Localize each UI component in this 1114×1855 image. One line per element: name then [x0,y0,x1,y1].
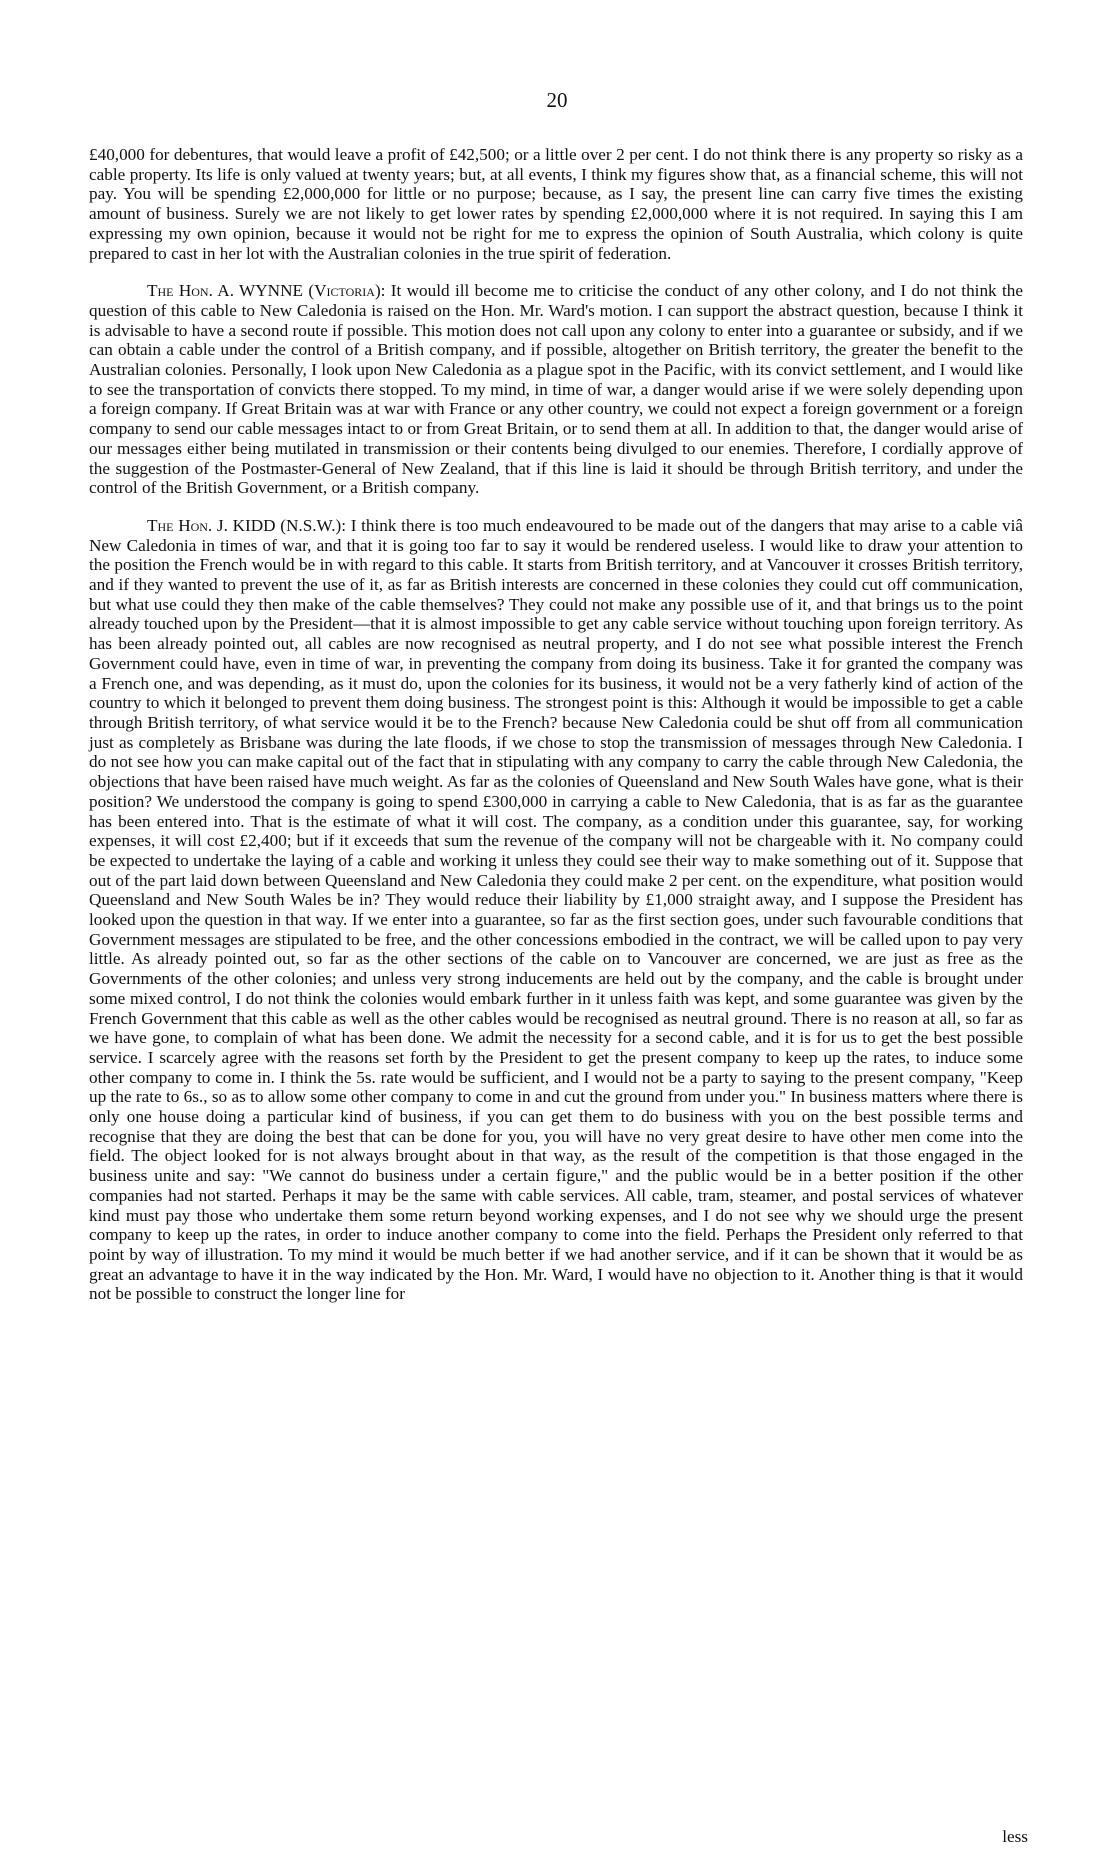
paragraph-text: £40,000 for debentures, that would leave a profit of £42,500; or a little over 2 per cent. I do not think there is any property so risky as a cable property. Its life is only valued at twenty years; but, at all events, I think my figures show that, as a financial scheme, this will not pay. You will be spending £2,000,000 for little or no purpose; because, as I say, the present line can carry five times the existing amount of business. Surely we are not likely to get lower rates by spending £2,000,000 where it is not required. In saying this I am expressing my own opinion, because it would not be right for me to express the opinion of South Australia, which colony is quite prepared to cast in her lot with the Australian colonies in the true spirit of federation. [89,145,1023,263]
speaker-kidd: The Hon. J. KIDD (N.S.W.): [147,515,346,535]
paragraph-text: I think there is too much endeavoured to be made out of the dangers that may arise to a cable viâ New Caledonia in times of war, and that it is going too far to say it would be rendered useless. I would like to draw your attention to the position the French would be in with regard to this cable. It starts from British territory, and at Vancouver it crosses British territory, and if they wanted to prevent the use of it, as far as British interests are concerned in these colonies they could cut off communication, but what use could they then make of the cable themselves? They could not make any possible use of it, and that brings us to the point already touched upon by the President—that it is almost impossible to get any cable service without touching upon foreign territory. As has been already pointed out, all cables are now recognised as neutral property, and I do not see what possible interest the French Government could have, even in time of war, in preventing the company from doing its business. Take it for granted the company was a French one, and was depending, as it must do, upon the colonies for its business, it would not be a very fatherly kind of action of the country to which it belonged to prevent them doing business. The strongest point is this: Although it would be impossible to get a cable through British territory, of what service would it be to the French? because New Caledonia could be shut off from all communication just as completely as Brisbane was during the late floods, if we chose to stop the transmission of messages through New Caledonia. I do not see how you can make capital out of the fact that in stipulating with any company to carry the cable through New Caledonia, the objections that have been raised have much weight. As far as the colonies of Queensland and New South Wales have gone, what is their position? We understood the company is going to spend £300,000 in carrying a cable to New Caledonia, that is as far as the guarantee has been entered into. That is the estimate of what it will cost. The company, as a condition under this guarantee, say, for working expenses, it will cost £2,400; but if it exceeds that sum the revenue of the company will not be chargeable with it. No company could be expected to undertake the laying of a cable and working it unless they could see their way to make something out of it. Suppose that out of the part laid down between Queensland and New Caledonia they could make 2 per cent. on the expenditure, what position would Queensland and New South Wales be in? They would reduce their liability by £1,000 straight away, and I suppose the President has looked upon the question in that way. If we enter into a guarantee, so far as the first section goes, under such favourable conditions that Government messages are stipulated to be free, and the other concessions embodied in the contract, we will be called upon to pay very little. As already pointed out, so far as the other sections of the cable on to Vancouver are concerned, we are just as free as the Governments of the other colonies; and unless very strong inducements are held out by the company, and the cable is brought under some mixed control, I do not think the colonies would embark further in it unless faith was kept, and some guarantee was given by the French Government that this cable as well as the other cables would be recognised as neutral ground. There is no reason at all, so far as we have gone, to complain of what has been done. We admit the necessity for a second cable, and it is for us to get the best possible service. I scarcely agree with the reasons set forth by the President to get the present company to keep up the rates, to induce some other company to come in. I think the 5s. rate would be sufficient, and I would not be a party to saying to the present company, "Keep up the rate to 6s., so as to allow some other company to come in and cut the ground from under you." In business matters where there is only one house doing a particular kind of business, if you can get them to do business with you on the best possible terms and recognise that they are doing the best that can be done for you, you will have no very great desire to have other men come into the field. The object looked for is not always brought about in that way, as the result of the competition is that those engaged in the business unite and say: "We cannot do business under a certain figure," and the public would be in a better position if the other companies had not started. Perhaps it may be the same with cable services. All cable, tram, steamer, and postal services of whatever kind must pay those who undertake them some return beyond working expenses, and I do not see why we should urge the present company to keep up the rates, in order to induce another company to come into the field. Perhaps the President only referred to that point by way of illustration. To my mind it would be much better if we had another service, and if it can be shown that it would be as great an advantage to have it in the way indicated by the Hon. Mr. Ward, I would have no objection to it. Another thing is that it would not be possible to construct the longer line for [89,515,1023,1304]
catchword: less [1002,1827,1028,1846]
paragraph-kidd [89,516,1023,1304]
paragraph-text: It would ill become me to criticise the conduct of any other colony, and I do not think the question of this cable to New Caledonia is raised on the Hon. Mr. Ward's motion. I can support the abstract question, because I think it is advisable to have a second route if possible. This motion does not call upon any colony to enter into a guarantee or subsidy, and if we can obtain a cable under the control of a British company, and if possible, altogether on British territory, the greater the benefit to the Australian colonies. Personally, I look upon New Caledonia as a plague spot in the Pacific, with its convict settlement, and I would like to see the transportation of convicts there stopped. To my mind, in time of war, a danger would arise if we were solely depending upon a foreign company. If Great Britain was at war with France or any other country, we could not expect a foreign government or a foreign company to send our cable messages intact to or from Great Britain, or to send them at all. In addition to that, the danger would arise of our messages either being mutilated in transmission or their contents being divulged to our enemies. Therefore, I cordially approve of the suggestion of the Postmaster-General of New Zealand, that if this line is laid it should be through British territory, and under the control of the British Government, or a British company. [89,281,1023,498]
document-body [89,145,1023,1304]
speaker-wynne: The Hon. A. WYNNE (Victoria): [147,281,386,301]
paragraph-continuation [89,145,1023,263]
paragraph-wynne [89,281,1023,498]
page-number: 20 [546,88,568,112]
